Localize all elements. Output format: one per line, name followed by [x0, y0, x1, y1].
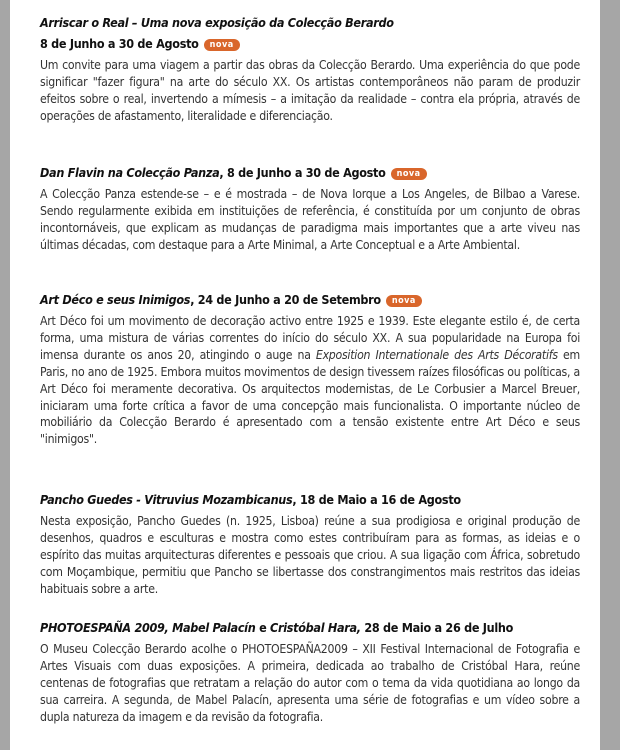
body-text: Art Déco foi um movimento de decoração activo entre 1925 e 1939. Este elegante estilo é, de certa forma, uma mistura de várias correntes do início do século XX. A sua popularidade na Europa foi imensa durante os anos 20, atingindo o auge na: [40, 314, 580, 362]
title-conjunction: e: [255, 620, 271, 635]
exhibition-title[interactable]: [40, 14, 580, 31]
exhibition-title[interactable]: [40, 491, 580, 508]
new-badge: nova: [204, 39, 240, 51]
body-italic-text: Exposition Internationale des Arts Décoratifs: [315, 347, 558, 362]
exhibition-description: O Museu Colecção Berardo acolhe o PHOTOESPAÑA2009 – XII Festival Internacional de Fotografia e Artes Visuais com duas exposições. A primeira, dedicada ao trabalho de Cristóbal Hara, reúne centenas de fotografias que retratam a relação do autor com o tema da vida quotidiana ao longo da sua carreira. A segunda, de Mabel Palacín, apresenta uma série de fotografias e um vídeo sobre a dupla natureza da imagem e da revisão da fotografia.: [40, 642, 580, 724]
title-dates: 28 de Maio a 26 de Julho: [360, 620, 514, 635]
new-badge: nova: [386, 295, 422, 307]
exhibition-entry-dan-flavin: [40, 164, 580, 254]
exhibition-title[interactable]: [40, 164, 580, 181]
exhibition-title[interactable]: [40, 291, 580, 308]
page: [10, 0, 600, 750]
exhibition-entry-pancho-guedes: [40, 491, 580, 598]
body-text: em Paris, no ano de 1925. Embora muitos movimentos de design tivessem raízes filosóficas ou políticas, a Art Déco foi meramente decorativa. Os arquitectos modernistas, de Le Corbusier a Marcel Breuer, iniciaram uma forte crítica a favor de uma concepção mais funcionalista. O importante núcleo de mobiliário da Colecção Berardo é apresentado com a tensão existente entre Art Déco e seus "inimigos".: [40, 347, 580, 447]
exhibition-description: Um convite para uma viagem a partir das obras da Colecção Berardo. Uma experiência do que pode significar "fazer figura" na arte do século XX. Os artistas contemporâneos não param de produzir efeitos sobre o real, invertendo a mímesis – a imitação da realidade – contra ela própria, através de operações de afastamento, literalidade e diferenciação.: [40, 58, 580, 123]
exhibition-description: Nesta exposição, Pancho Guedes (n. 1925, Lisboa) reúne a sua prodigiosa e original produção de desenhos, quadros e esculturas e mostra como estes contribuíram para as formas, as ideias e o espírito das muitas arquitecturas diferentes e pessoais que criou. A sua ligação com África, sobretudo com Moçambique, permitiu que Pancho se libertasse dos constrangimentos mais restritos das ideias habituais sobre a arte.: [40, 514, 580, 596]
new-badge: nova: [391, 168, 427, 180]
exhibition-title[interactable]: [40, 619, 580, 636]
title-italic: Cristóbal Hara,: [270, 620, 361, 635]
title-dates: , 18 de Maio a 16 de Agosto: [292, 492, 461, 507]
title-italic: Art Déco e seus Inimigos: [40, 292, 191, 307]
dates-text: 8 de Junho a 30 de Agosto: [40, 36, 199, 51]
exhibition-entry-arriscar-o-real: [40, 14, 580, 125]
exhibition-entry-photoespana: [40, 619, 580, 726]
title-dates: , 8 de Junho a 30 de Agosto: [219, 165, 386, 180]
title-italic: Pancho Guedes - Vitruvius Mozambicanus: [40, 492, 293, 507]
exhibition-description: A Colecção Panza estende-se – e é mostrada – de Nova Iorque a Los Angeles, de Bilbao a Varese. Sendo regularmente exibida em instituições de referência, é constituída por um conjunto de obras incontornáveis, que explicam as mudanças de paradigma mais importantes que a arte viveu nas últimas décadas, com destaque para a Arte Minimal, a Arte Conceptual e a Arte Ambiental.: [40, 187, 580, 252]
title-italic: Arriscar o Real – Uma nova exposição da Colecção Berardo: [40, 15, 394, 30]
exhibition-entry-art-deco: [40, 291, 580, 448]
title-italic: PHOTOESPAÑA 2009, Mabel Palacín: [40, 620, 256, 635]
exhibition-description: [40, 313, 580, 448]
title-dates: , 24 de Junho a 20 de Setembro: [190, 292, 381, 307]
exhibition-dates: [40, 35, 580, 52]
title-italic: Dan Flavin na Colecção Panza: [40, 165, 220, 180]
